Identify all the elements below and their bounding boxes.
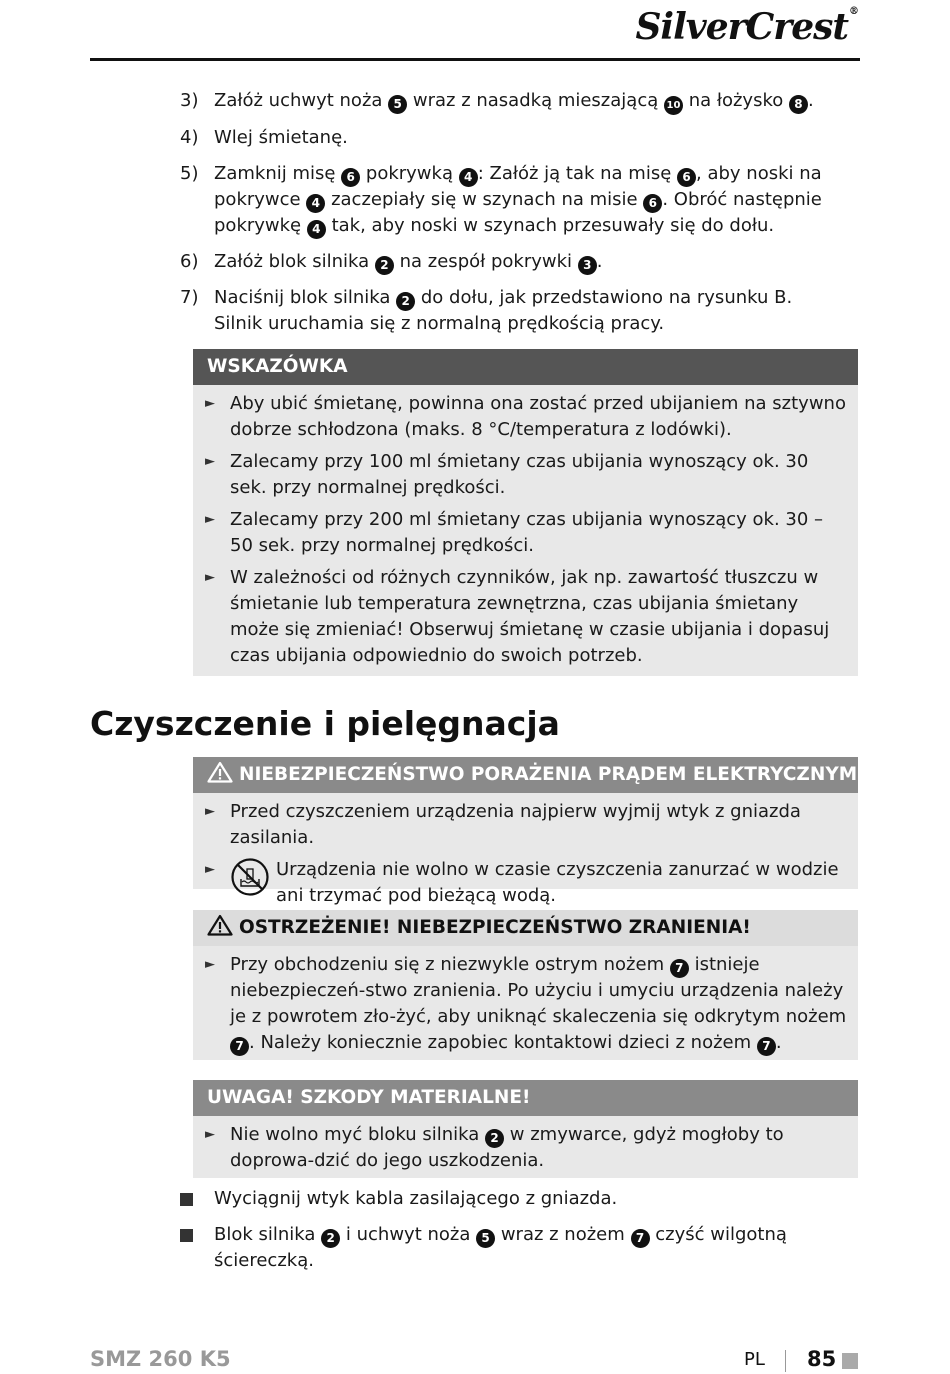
warning-triangle-icon	[207, 914, 233, 936]
part-number-badge: 2	[375, 256, 394, 275]
warning-triangle-icon	[207, 761, 233, 783]
warning-body	[193, 946, 858, 1066]
part-number-badge: 7	[230, 1037, 249, 1056]
step-item	[180, 285, 840, 337]
step-number: 3)	[180, 90, 199, 111]
part-number-badge: 7	[670, 959, 689, 978]
section-title: Czyszczenie i pielęgnacja	[90, 704, 560, 743]
part-number-badge: 7	[757, 1037, 776, 1056]
part-number-badge: 7	[631, 1229, 650, 1248]
part-number-badge: 6	[677, 168, 696, 187]
caution-title: UWAGA! SZKODY MATERIALNE!	[193, 1080, 858, 1116]
step-text: Naciśnij blok silnika 2 do dołu, jak przedstawiono na rysunku B. Silnik uruchamia się z normalną prędkością pracy.	[214, 287, 793, 334]
action-text: Blok silnika 2 i uchwyt noża 5 wraz z nożem 7 czyść wilgotną ściereczką.	[214, 1224, 787, 1271]
footer-model: SMZ 260 K5	[90, 1347, 231, 1371]
bullet-item	[205, 391, 848, 443]
step-item	[180, 88, 840, 115]
tip-body	[193, 385, 858, 679]
action-item	[180, 1186, 860, 1212]
part-number-badge: 10	[664, 96, 683, 115]
warning-box	[193, 910, 858, 1060]
part-number-badge: 6	[643, 194, 662, 213]
bullet-item	[205, 449, 848, 501]
bullet-text: Przy obchodzeniu się z niezwykle ostrym nożem 7 istnieje niebezpieczeń-stwo zranienia. Po użyciu i umyciu urządzenia należy je z powrotem zło-żyć, aby uniknąć skaleczenia się odkrytym nożem 7 . Należy koniecznie zapobiec kontaktowi dzieci z nożem 7 .	[230, 952, 848, 1056]
action-list	[180, 1186, 860, 1284]
part-number-badge: 4	[459, 168, 478, 187]
bullet-item	[205, 799, 848, 851]
bullet-text: Zalecamy przy 200 ml śmietany czas ubijania wynoszący ok. 30 – 50 sek. przy normalnej prędkości.	[230, 509, 824, 556]
bullet-text: Zalecamy przy 100 ml śmietany czas ubijania wynoszący ok. 30 sek. przy normalnej prędkości.	[230, 451, 809, 498]
header-rule	[90, 58, 860, 61]
caution-box	[193, 1080, 858, 1178]
step-text: Wlej śmietanę.	[214, 127, 348, 148]
danger-body	[193, 793, 858, 919]
step-item	[180, 161, 840, 239]
part-number-badge: 2	[321, 1229, 340, 1248]
bullet-item	[205, 507, 848, 559]
part-number-badge: 5	[476, 1229, 495, 1248]
step-number: 7)	[180, 287, 199, 308]
part-number-badge: 3	[578, 256, 597, 275]
step-number: 6)	[180, 251, 199, 272]
bullet-arrow-icon: ►	[205, 396, 215, 411]
step-text: Zamknij misę 6 pokrywką 4 : Załóż ją tak na misę 6 , aby noski na pokrywce 4 zaczepiały się w szynach na misie 6 . Obróć następnie pokrywkę 4 tak, aby noski w szynach przesuwały się do dołu.	[214, 161, 840, 239]
part-number-badge: 4	[307, 220, 326, 239]
bullet-arrow-icon: ►	[205, 1127, 215, 1142]
tip-box	[193, 349, 858, 676]
danger-header	[193, 757, 866, 793]
bullet-arrow-icon: ►	[205, 804, 215, 819]
footer-square-icon	[842, 1353, 858, 1369]
bullet-text: W zależności od różnych czynników, jak np. zawartość tłuszczu w śmietanie lub temperatura zewnętrzna, czas ubijania śmietany może się zmieniać! Obserwuj śmietanę w czasie ubijania i dopasuj czas ubijania odpowiednio do swoich potrzeb.	[230, 567, 830, 666]
step-text: Załóż blok silnika 2 na zespół pokrywki 3 .	[214, 249, 840, 275]
step-number: 5)	[180, 163, 199, 184]
danger-title: NIEBEZPIECZEŃSTWO PORAŻENIA PRĄDEM ELEKTRYCZNYM!	[239, 764, 866, 785]
bullet-item	[205, 1122, 848, 1174]
bullet-arrow-icon: ►	[205, 454, 215, 469]
action-item	[180, 1222, 860, 1274]
bullet-arrow-icon: ►	[205, 862, 215, 877]
bullet-text: Przed czyszczeniem urządzenia najpierw wyjmij wtyk z gniazda zasilania.	[230, 801, 801, 848]
step-text: Załóż uchwyt noża 5 wraz z nasadką mieszającą 10 na łożysko 8 .	[214, 88, 840, 115]
step-item	[180, 125, 840, 151]
bullet-text: Nie wolno myć bloku silnika 2 w zmywarce, gdyż mogłoby to doprowa-dzić do jego uszkodzenia.	[230, 1124, 784, 1171]
footer-language: PL	[744, 1349, 765, 1370]
action-text: Wyciągnij wtyk kabla zasilającego z gniazda.	[214, 1188, 618, 1209]
bullet-item	[205, 952, 848, 1056]
brand-logo: SilverCrest®	[635, 6, 858, 48]
part-number-badge: 5	[388, 95, 407, 114]
no-water-immersion-icon	[230, 857, 270, 897]
part-number-badge: 2	[485, 1129, 504, 1148]
bullet-text: Urządzenia nie wolno w czasie czyszczenia zanurzać w wodzie ani trzymać pod bieżącą wodą.	[230, 857, 848, 909]
bullet-arrow-icon: ►	[205, 957, 215, 972]
tip-title: WSKAZÓWKA	[193, 349, 858, 385]
part-number-badge: 6	[341, 168, 360, 187]
bullet-item	[205, 857, 848, 909]
danger-box	[193, 757, 866, 906]
square-bullet-icon	[180, 1229, 193, 1242]
footer-divider	[785, 1350, 786, 1372]
part-number-badge: 8	[789, 95, 808, 114]
bullet-item	[205, 565, 848, 669]
step-item	[180, 249, 840, 275]
warning-title: OSTRZEŻENIE! NIEBEZPIECZEŃSTWO ZRANIENIA!	[239, 917, 751, 938]
bullet-arrow-icon: ►	[205, 570, 215, 585]
bullet-text: Aby ubić śmietanę, powinna ona zostać przed ubijaniem na sztywno dobrze schłodzona (maks. 8 °C/temperatura z lodówki).	[230, 393, 846, 440]
caution-body	[193, 1116, 858, 1184]
step-number: 4)	[180, 127, 199, 148]
warning-header	[193, 910, 858, 946]
bullet-arrow-icon: ►	[205, 512, 215, 527]
steps-list	[180, 88, 840, 347]
square-bullet-icon	[180, 1193, 193, 1206]
part-number-badge: 2	[396, 292, 415, 311]
part-number-badge: 4	[306, 194, 325, 213]
page-number: 85	[807, 1347, 837, 1371]
